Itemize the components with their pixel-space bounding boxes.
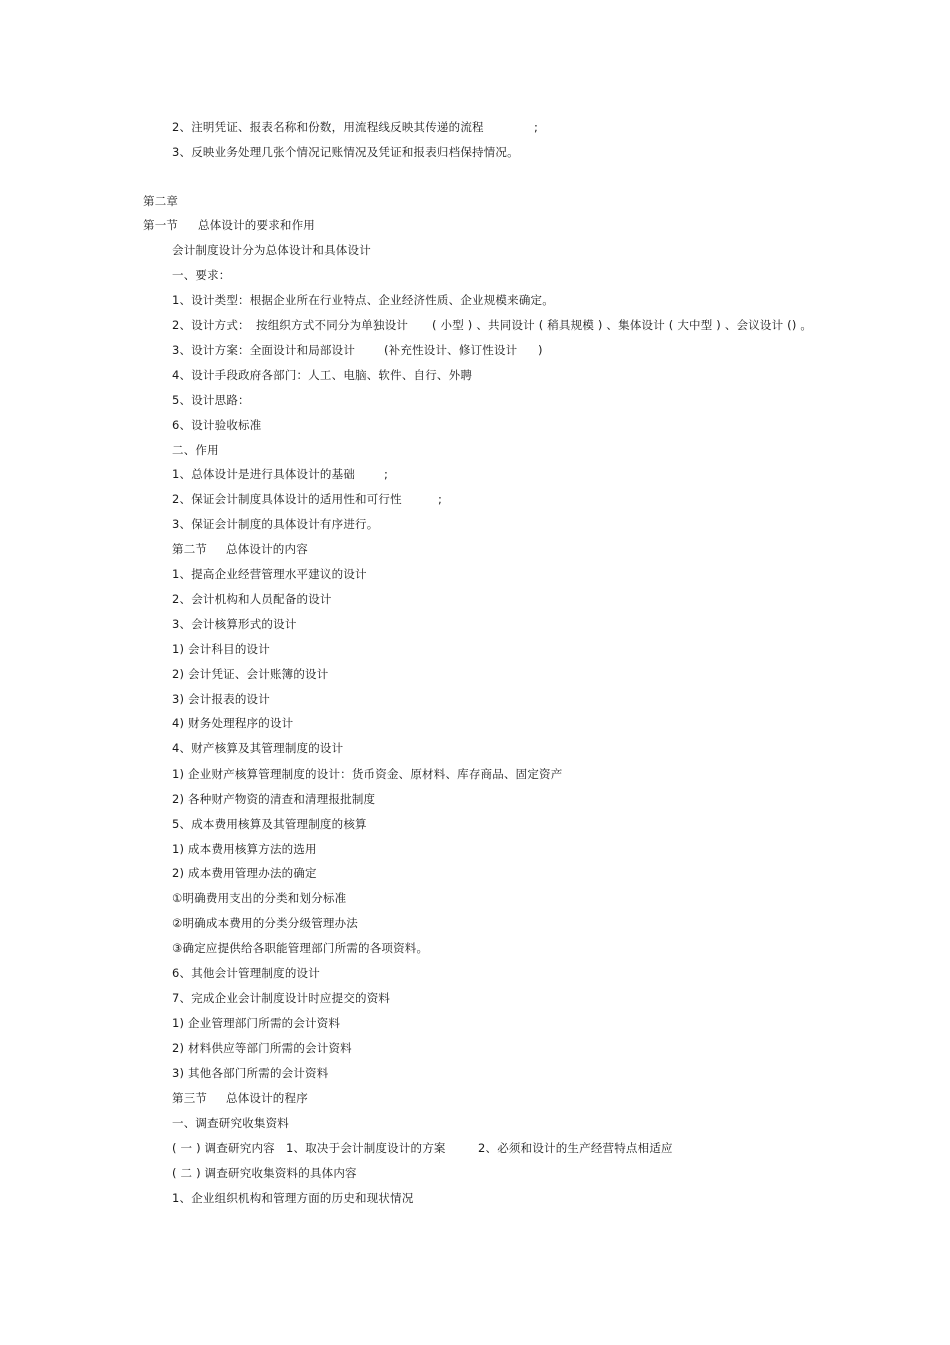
text-line: 一、调查研究收集资料 [172,1116,289,1130]
text-segment: ; [438,492,443,506]
section-title: 总体设计的程序 [226,1091,308,1105]
text-line: 1、提高企业经营管理水平建议的设计 [172,567,367,581]
text-segment: 2、注明凭证、报表名称和份数，用流程线反映其传递的流程 [172,120,484,134]
text-segment: 2、必须和设计的生产经营特点相适应 [478,1141,673,1155]
text-line: 1) 成本费用核算方法的选用 [172,842,317,856]
text-segment: 1、取决于会计制度设计的方案 [286,1141,446,1155]
text-line: 1、企业组织机构和管理方面的历史和现状情况 [172,1191,414,1205]
section-number: 第一节 [143,218,179,232]
text-line: 4、财产核算及其管理制度的设计 [172,741,344,755]
text-segment: ; [534,120,539,134]
text-segment: 2、保证会计制度具体设计的适用性和可行性 [172,492,402,506]
text-line: 2) 材料供应等部门所需的会计资料 [172,1041,352,1055]
chapter-heading: 第二章 [143,194,179,208]
text-segment: ; [384,467,389,481]
text-line: 1、设计类型：根据企业所在行业特点、企业经济性质、企业规模来确定。 [172,293,554,307]
text-segment: ( 一 ) 调查研究内容 [172,1141,275,1155]
text-line: 二、作用 [172,443,219,457]
text-line: 一、要求： [172,268,231,282]
text-line: 2) 成本费用管理办法的确定 [172,866,317,880]
section-number: 第二节 [172,542,208,556]
text-segment: 按组织方式不同分为单独设计 [256,318,409,332]
section-title: 总体设计的内容 [226,542,308,556]
text-line: ②明确成本费用的分类分级管理办法 [172,916,359,930]
text-line: 1) 企业财产核算管理制度的设计：货币资金、原材料、库存商品、固定资产 [172,767,563,781]
text-line: 5、成本费用核算及其管理制度的核算 [172,817,367,831]
text-line: 3、会计核算形式的设计 [172,617,297,631]
text-line: ①明确费用支出的分类和划分标准 [172,891,347,905]
text-line: 7、完成企业会计制度设计时应提交的资料 [172,991,391,1005]
section-title: 总体设计的要求和作用 [198,218,315,232]
text-line: ( 二 ) 调查研究收集资料的具体内容 [172,1166,357,1180]
text-line: 会计制度设计分为总体设计和具体设计 [172,243,371,257]
text-segment: 3、设计方案：全面设计和局部设计 [172,343,356,357]
text-segment: ) [538,343,543,357]
text-line: ③确定应提供给各职能管理部门所需的各项资料。 [172,941,429,955]
text-line: 3、保证会计制度的具体设计有序进行。 [172,517,379,531]
text-segment: ( 小型 ) 、共同设计 ( 稍具规模 ) 、集体设计 ( 大中型 ) 、会议设计 () 。 [432,318,813,332]
text-line: 4、设计手段政府各部门：人工、电脑、软件、自行、外聘 [172,368,473,382]
text-segment: 1、总体设计是进行具体设计的基础 [172,467,356,481]
text-line: 3) 会计报表的设计 [172,692,270,706]
text-line: 6、设计验收标准 [172,418,262,432]
text-line: 6、其他会计管理制度的设计 [172,966,320,980]
text-segment: (补充性设计、修订性设计 [384,343,518,357]
text-line: 2、会计机构和人员配备的设计 [172,592,332,606]
text-line: 1) 企业管理部门所需的会计资料 [172,1016,341,1030]
text-line: 1) 会计科目的设计 [172,642,270,656]
text-line: 3、反映业务处理几张个情况记账情况及凭证和报表归档保持情况。 [172,145,519,159]
text-line: 5、设计思路： [172,393,250,407]
text-line: 4) 财务处理程序的设计 [172,716,294,730]
text-segment: 2、设计方式： [172,318,250,332]
text-line: 2) 会计凭证、会计账簿的设计 [172,667,329,681]
section-number: 第三节 [172,1091,208,1105]
text-line: 3) 其他各部门所需的会计资料 [172,1066,329,1080]
text-line: 2) 各种财产物资的清查和清理报批制度 [172,792,376,806]
